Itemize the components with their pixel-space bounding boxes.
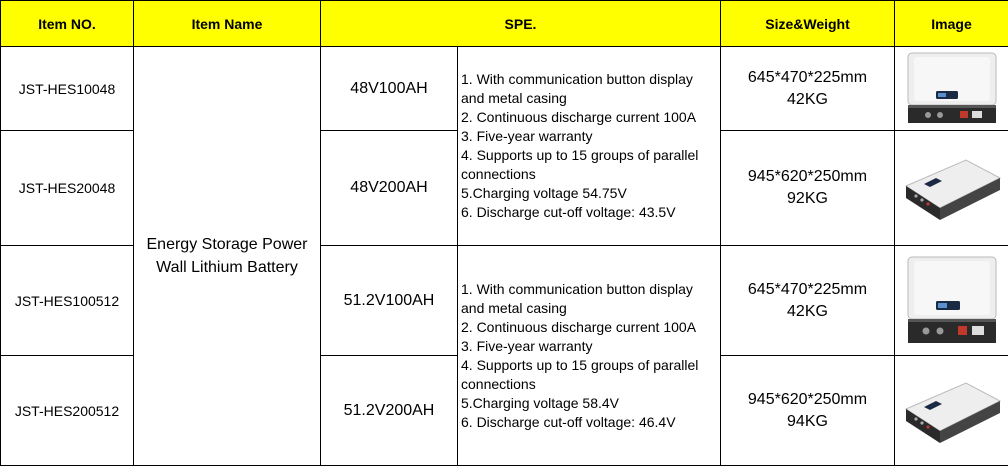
- spec-cell-48v: [458, 47, 721, 246]
- item-no-cell: JST-HES10048: [1, 47, 134, 131]
- upright-battery-icon: [904, 51, 1000, 127]
- size-text: 645*470*225mm: [747, 68, 868, 86]
- spec-line: 1. With communication button display and metal casing: [461, 71, 693, 106]
- spec-line: 5.Charging voltage 54.75V: [461, 185, 627, 201]
- header-spe: SPE.: [321, 1, 721, 47]
- spec-line: 6. Discharge cut-off voltage: 46.4V: [461, 413, 676, 430]
- image-cell: [895, 47, 1008, 131]
- header-item-name: Item Name: [134, 1, 321, 47]
- spec-line: 2. Continuous discharge current 100A: [461, 109, 697, 125]
- size-weight-cell: [721, 47, 895, 131]
- weight-text: 42KG: [787, 90, 828, 108]
- size-text: 945*620*250mm: [747, 168, 868, 185]
- spec-line: 3. Five-year warranty: [461, 337, 593, 354]
- weight-text: 92KG: [787, 190, 828, 207]
- weight-text: 42KG: [787, 302, 828, 320]
- spec-line: 3. Five-year warranty: [461, 128, 593, 144]
- spec-cell-512v: [458, 246, 721, 466]
- header-row: [1, 1, 1008, 47]
- item-no-cell: JST-HES20048: [1, 131, 134, 246]
- spec-line: 4. Supports up to 15 groups of parallel connections: [461, 147, 699, 182]
- spec-line: 5.Charging voltage 58.4V: [461, 394, 619, 411]
- size-weight-cell: [721, 246, 895, 356]
- flat-battery-icon: [900, 150, 1004, 226]
- header-item-no: Item NO.: [1, 1, 134, 47]
- item-no-cell: JST-HES200512: [1, 356, 134, 466]
- item-name-cell: [134, 47, 321, 466]
- spec-line: 2. Continuous discharge current 100A: [461, 318, 697, 335]
- flat-battery-icon: [900, 373, 1004, 449]
- item-no-cell: JST-HES100512: [1, 246, 134, 356]
- size-text: 945*620*250mm: [747, 390, 868, 408]
- weight-text: 94KG: [787, 412, 828, 430]
- image-cell: [895, 131, 1008, 246]
- upright-battery-icon: [904, 255, 1000, 347]
- size-text: 645*470*225mm: [747, 280, 868, 298]
- spec-line: 1. With communication button display and metal casing: [461, 280, 693, 316]
- model-cell: 51.2V100AH: [321, 246, 458, 356]
- model-cell: 48V100AH: [321, 47, 458, 131]
- header-image: Image: [895, 1, 1008, 47]
- size-weight-cell: [721, 131, 895, 246]
- spec-line: 6. Discharge cut-off voltage: 43.5V: [461, 204, 676, 220]
- model-cell: 51.2V200AH: [321, 356, 458, 466]
- table-row: [1, 47, 1008, 131]
- size-weight-cell: [721, 356, 895, 466]
- image-cell: [895, 356, 1008, 466]
- image-cell: [895, 246, 1008, 356]
- model-cell: 48V200AH: [321, 131, 458, 246]
- spec-line: 4. Supports up to 15 groups of parallel connections: [461, 356, 699, 392]
- item-name-text: Energy Storage Power Wall Lithium Battery: [146, 236, 308, 276]
- header-size-weight: Size&Weight: [721, 1, 895, 47]
